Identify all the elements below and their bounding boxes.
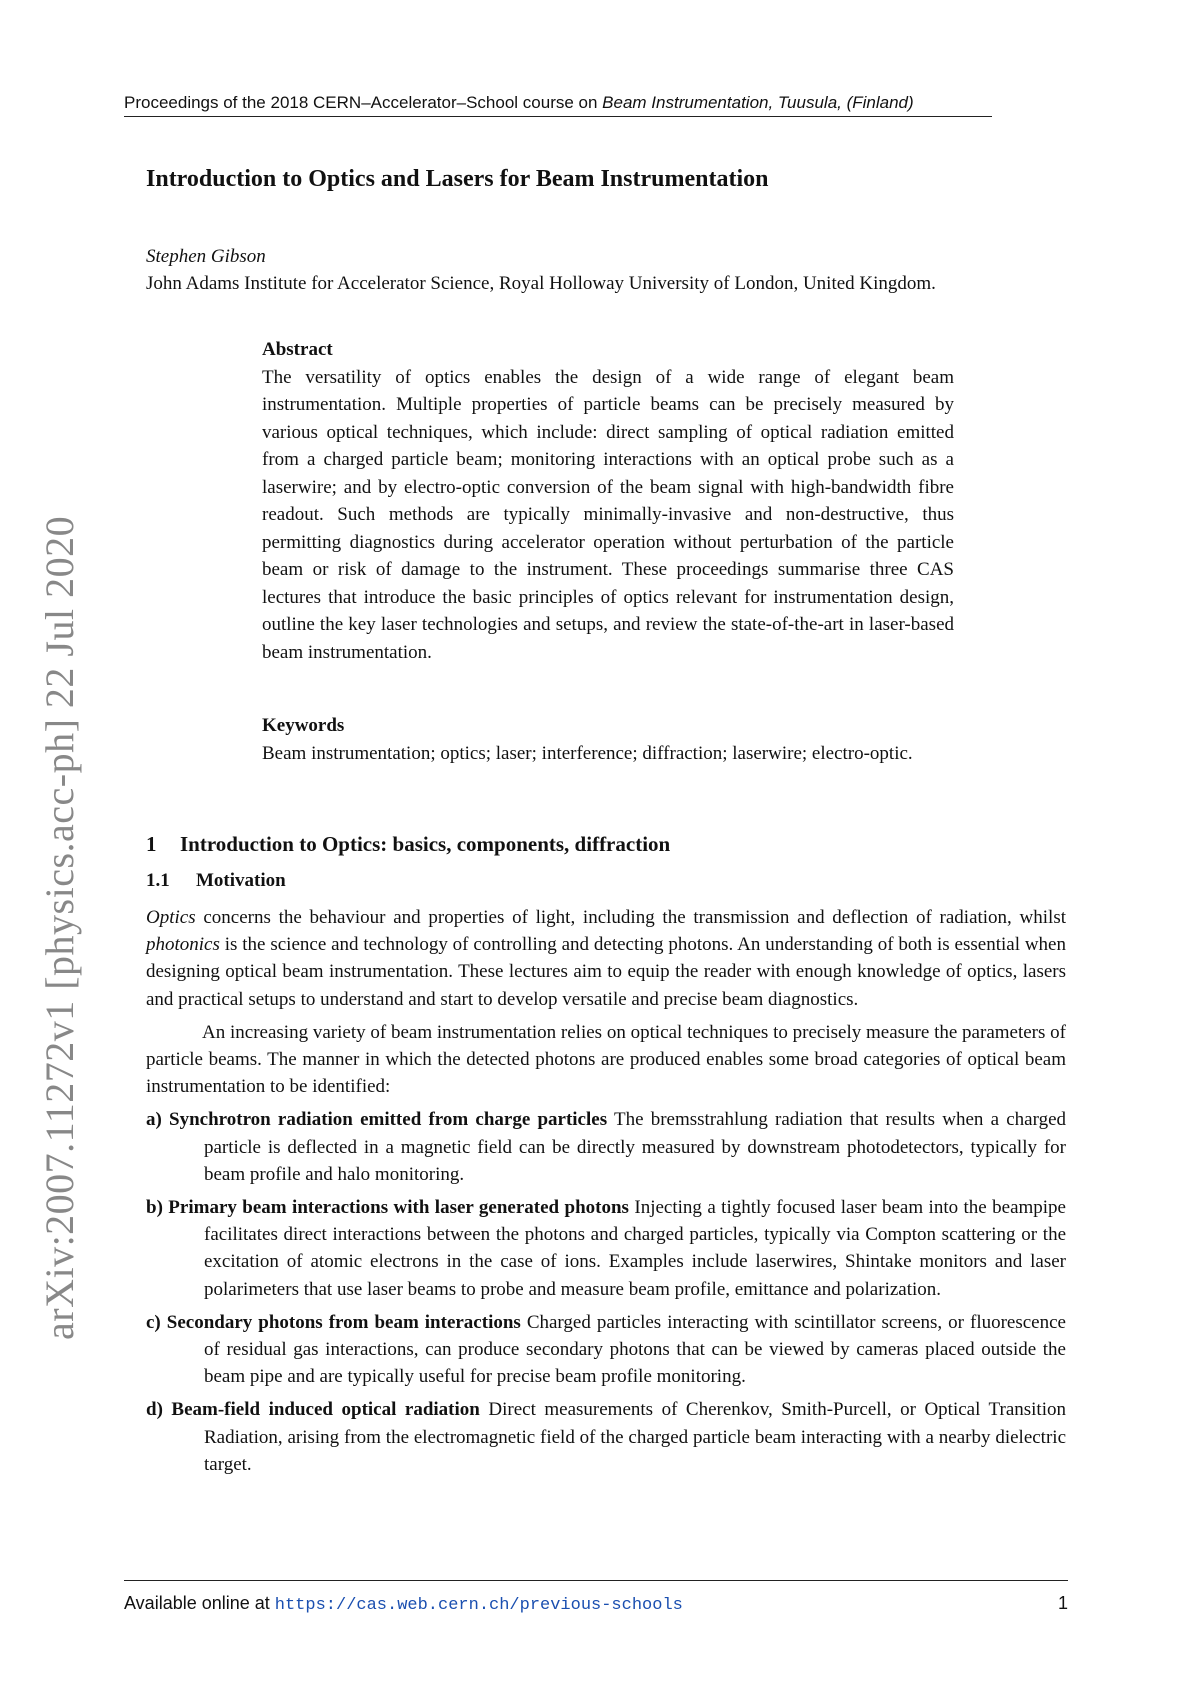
list-item-c: [146, 1309, 1066, 1391]
keywords-text: Beam instrumentation; optics; laser; interference; diffraction; laserwire; electro-optic.: [262, 742, 913, 764]
header-venue: Beam Instrumentation, Tuusula, (Finland): [602, 93, 914, 112]
subsection-title-text: Motivation: [196, 870, 286, 891]
section-title-text: Introduction to Optics: basics, components, diffraction: [180, 832, 671, 856]
header-text: Proceedings of the 2018 CERN–Accelerator–School course on: [124, 93, 603, 112]
list-item-label: d) Beam-field induced optical radiation: [146, 1399, 480, 1421]
arxiv-identifier: arXiv:2007.11272v1 [physics.acc-ph] 22 Jul 2020: [37, 515, 82, 1340]
paragraph-1: [146, 904, 1066, 1013]
list-item-a: [146, 1106, 1066, 1188]
term-photonics: photonics: [146, 934, 220, 956]
footer-link[interactable]: https://cas.web.cern.ch/previous-schools: [274, 1596, 683, 1615]
subsection-number: 1.1: [146, 870, 170, 891]
term-optics: Optics: [146, 907, 196, 928]
running-header: [124, 92, 992, 117]
keywords-heading: Keywords: [262, 715, 345, 736]
list-item-text: The bremsstrahlung radiation that results when a charged particle is deflected in a magnetic field can be directly measured by downstream photodetectors, typically for beam profile and halo monitoring.: [204, 1109, 1067, 1185]
list-item-label: a) Synchrotron radiation emitted from charge particles: [146, 1109, 608, 1131]
body-text: [146, 904, 1066, 1478]
paragraph-1-part-2: is the science and technology of controlling and detecting photons. An understanding of both is essential when designing optical beam instrumentation. These lectures aim to equip the reader with enough knowledge of optics, lasers and practical setups to understand and start to develop versatile and precise beam diagnostics.: [146, 934, 1066, 1010]
list-item-d: [146, 1396, 1066, 1478]
list-item-text: Injecting a tightly focused laser beam into the beampipe facilitates direct interactions between the photons and charged particles, typically via Compton scattering or the excitation of atomic electrons in the case of ions. Examples include laserwires, Shintake monitors and laser polarimeters that use laser beams to probe and measure beam profile, emittance and polarization.: [204, 1197, 1066, 1300]
page-footer: [124, 1580, 1068, 1615]
section-number: 1: [146, 832, 157, 856]
abstract-heading: Abstract: [262, 339, 333, 360]
footer-text: Available online at: [124, 1593, 275, 1613]
abstract: [262, 336, 954, 666]
page-number: 1: [1057, 1593, 1068, 1613]
subsection-heading: [146, 870, 286, 892]
abstract-text: The versatility of optics enables the design of a wide range of elegant beam instrumentation. Multiple properties of particle beams can be precisely measured by various optical techniques, which include: direct sampling of optical radiation emitted from a charged particle beam; monitoring interactions with an optical probe such as a laserwire; and by electro-optic conversion of the beam signal with high-bandwidth fibre readout. Such methods are typically minimally-invasive and non-destructive, thus permitting diagnostics during accelerator operation without perturbation of the particle beam or risk of damage to the instrument. These proceedings summarise three CAS lectures that introduce the basic principles of optics relevant for instrumentation design, outline the key laser technologies and setups, and review the state-of-the-art in laser-based beam instrumentation.: [262, 366, 954, 663]
list-item-text: Direct measurements of Cherenkov, Smith-Purcell, or Optical Transition Radiation, arising from the electromagnetic field of the charged particle beam interacting with a nearby dielectric target.: [204, 1399, 1066, 1475]
list-item-b: [146, 1194, 1066, 1303]
list-item-label: c) Secondary photons from beam interactions: [146, 1311, 521, 1333]
list-item-text: Charged particles interacting with scintillator screens, or fluorescence of residual gas interactions, can produce secondary photons that can be viewed by cameras placed outside the beam pipe and are typically useful for precise beam profile monitoring.: [204, 1311, 1066, 1388]
author-affiliation: John Adams Institute for Accelerator Science, Royal Holloway University of London, United Kingdom.: [146, 273, 936, 294]
paper-title: Introduction to Optics and Lasers for Beam Instrumentation: [146, 166, 769, 192]
paragraph-1-part-1: concerns the behaviour and properties of light, including the transmission and deflection of radiation, whilst: [195, 907, 1066, 928]
keywords: [262, 712, 954, 767]
list-item-label: b) Primary beam interactions with laser generated photons: [146, 1197, 629, 1219]
paragraph-2: An increasing variety of beam instrumentation relies on optical techniques to precisely measure the parameters of particle beams. The manner in which the detected photons are produced enables some broad categories of optical beam instrumentation to be identified:: [146, 1021, 1066, 1098]
section-heading: [146, 832, 670, 857]
author-name: Stephen Gibson: [146, 246, 266, 267]
